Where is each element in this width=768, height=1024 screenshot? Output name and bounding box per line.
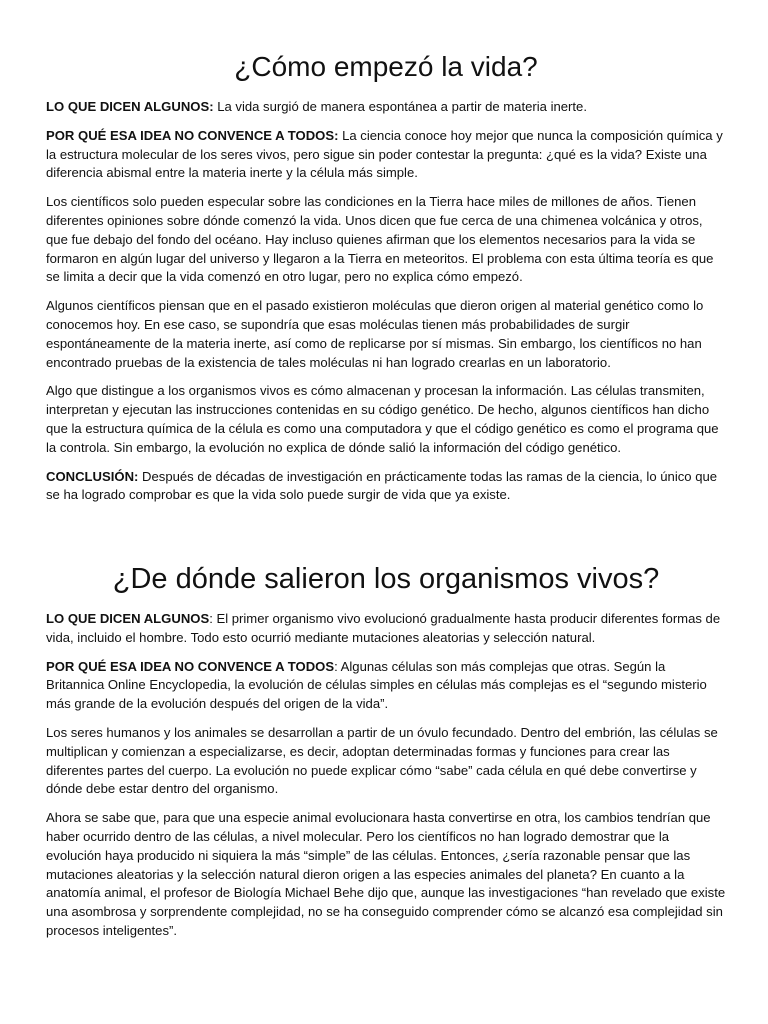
paragraph-text: Algunos científicos piensan que en el pasado existieron moléculas que dieron origen al material genético como lo conocemos hoy. En ese caso, se supondría que esas moléculas tienen más probabilidades de surgir espontáneamente de la materia inerte, así como de replicarse por sí mismas. Sin embargo, los científicos no han encontrado pruebas de la existencia de tales moléculas ni han logrado crearlas en un laboratorio. <box>46 298 704 370</box>
section-title: ¿De dónde salieron los organismos vivos? <box>112 563 660 595</box>
paragraph-lead: POR QUÉ ESA IDEA NO CONVENCE A TODOS: <box>46 127 339 143</box>
paragraph-text: Después de décadas de investigación en prácticamente todas las ramas de la ciencia, lo único que se ha logrado comprobar es que la vida solo puede surgir de vida que ya existe. <box>46 468 718 503</box>
paragraph <box>46 127 726 183</box>
paragraph-text: Los científicos solo pueden especular sobre las condiciones en la Tierra hace miles de millones de años. Tienen diferentes opiniones sobre dónde comenzó la vida. Unos dicen que fue cerca de una chimenea volcánica y otros, que fue debajo del fondo del océano. Hay incluso quienes afirman que los elementos necesarios para la vida se formaron en algún lugar del universo y llegaron a la Tierra en meteoritos. El problema con esta última teoría es que se limita a decir que la vida comenzó en otro lugar, pero no explica cómo empezó. <box>46 194 714 285</box>
paragraph-lead: LO QUE DICEN ALGUNOS <box>46 611 210 626</box>
paragraph <box>46 468 726 506</box>
paragraph-lead: LO QUE DICEN ALGUNOS: <box>46 99 214 114</box>
section-origin-of-life <box>46 50 726 515</box>
paragraph-text: : El primer organismo vivo evolucionó gradualmente hasta producir diferentes formas de vida, incluido el hombre. Todo esto ocurrió mediante mutaciones aleatorias y selección natural. <box>46 611 721 645</box>
paragraph <box>46 297 726 372</box>
paragraph-text: Ahora se sabe que, para que una especie animal evolucionara hasta convertirse en otra, los cambios tendrían que haber ocurrido dentro de las células, a nivel molecular. Pero los científicos no han logrado demostrar que la evolución haya producido ni siquiera la más “simple” de las células. Entonces, ¿sería razonable pensar que las mutaciones aleatorias y la selección natural dieron origen a las especies animales del planeta? En cuanto a la anatomía animal, el profesor de Biología Michael Behe dijo que, aunque las investigaciones “han revelado que existe una asombrosa y sorprendente complejidad, no se ha conseguido comprender cómo se alcanzó esa complejidad sin procesos inteligentes”. <box>46 810 726 938</box>
section-title: ¿Cómo empezó la vida? <box>234 51 538 82</box>
paragraph-lead: POR QUÉ ESA IDEA NO CONVENCE A TODOS <box>46 658 335 674</box>
paragraph-text: La vida surgió de manera espontánea a partir de materia inerte. <box>213 99 587 114</box>
paragraph <box>46 98 726 117</box>
paragraph-lead: CONCLUSIÓN: <box>46 468 139 484</box>
paragraph-text: : Algunas células son más complejas que otras. Según la Britannica Online Encyclopedia, la evolución de células simples en células más complejas es el “segundo misterio más grande de la evolución después del origen de la vida”. <box>46 658 707 712</box>
paragraph <box>46 382 726 457</box>
paragraph-text: La ciencia conoce hoy mejor que nunca la composición química y la estructura molecular de los seres vivos, pero sigue sin poder contestar la pregunta: ¿qué es la vida? Existe una diferencia abismal entre la materia inerte y la célula más simple. <box>46 127 723 181</box>
paragraph <box>46 610 726 648</box>
paragraph-text: Algo que distingue a los organismos vivos es cómo almacenan y procesan la información. Las células transmiten, interpretan y ejecutan las instrucciones contenidas en su código genético. De hecho, algunos científicos han dicho que la estructura química de la célula es como una computadora y que el código genético es como el programa que la controla. Sin embargo, la evolución no explica de dónde salió la información del código genético. <box>46 383 719 455</box>
paragraph-text: Los seres humanos y los animales se desarrollan a partir de un óvulo fecundado. Dentro del embrión, las células se multiplican y comienzan a especializarse, es decir, adoptan determinadas formas y funciones para crear las diferentes partes del cuerpo. La evolución no puede explicar cómo “sabe” cada célula en qué debe convertirse y dónde debe estar dentro del organismo. <box>46 724 718 797</box>
paragraph <box>46 658 726 714</box>
paragraph <box>46 724 726 799</box>
section-origin-of-organisms <box>46 562 726 951</box>
paragraph <box>46 809 726 941</box>
paragraph <box>46 193 726 287</box>
